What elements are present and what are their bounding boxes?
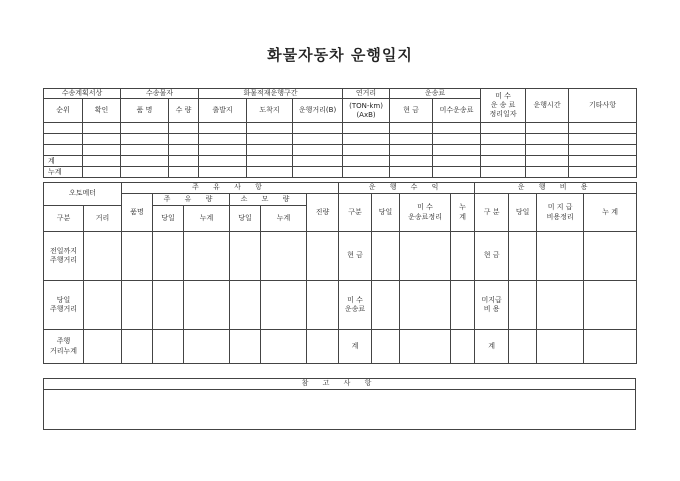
table-row: [44, 123, 637, 134]
header-unpaid-line1: 미 수: [495, 91, 511, 100]
income-total-label: 계: [339, 330, 372, 364]
row-label-line1: 주행: [56, 337, 71, 346]
table-row: [44, 281, 637, 330]
row-label-line2: 주행거리: [49, 305, 78, 313]
header-dest: 도착지: [247, 99, 293, 123]
header-odo-distance: 거리: [84, 206, 122, 232]
header-route: 화물적재운행구간: [199, 89, 343, 99]
header-income-gubun: 구분: [339, 194, 372, 232]
header-fuel: 주 유 량: [153, 194, 230, 206]
row-label: [44, 232, 84, 281]
header-unpaid-cost-line1: 미 지 급: [547, 203, 573, 212]
operation-table: [43, 182, 637, 364]
header-tonkm-line2: (AxB): [356, 110, 376, 119]
row-label-line2: 거리누계: [49, 346, 78, 355]
row-label-line1: 전일까지: [49, 246, 78, 255]
header-item: 품명: [122, 194, 153, 232]
header-odo-gubun: 구분: [44, 206, 84, 232]
cumulative-label: 누계: [44, 167, 83, 178]
header-fuel-cum: 누계: [184, 206, 230, 232]
income-unpaid-line2: 운송료: [344, 305, 366, 313]
header-hours: 운행시간: [526, 89, 569, 123]
header-rank: 순위: [44, 99, 83, 123]
table-row: [44, 134, 637, 145]
header-unpaid-fare: 미수운송료: [433, 99, 481, 123]
header-unpaid-line2: 운 송 료: [490, 101, 516, 109]
header-consume-cum: 누계: [261, 206, 307, 232]
header-fuel-today: 당일: [153, 206, 184, 232]
header-cash: 현 금: [390, 99, 433, 123]
header-unpaid-fare-line1: 미 수: [417, 203, 433, 212]
total-row: [44, 156, 637, 167]
income-unpaid-line1: 미 수: [347, 295, 363, 304]
header-unpaid: [481, 89, 526, 123]
row-label-line2: 주행거리: [49, 256, 78, 264]
table-row: [44, 145, 637, 156]
notes-header: 참 고 사 항: [44, 379, 636, 390]
header-income-cum-line1: 누: [459, 203, 466, 212]
cumulative-row: [44, 167, 637, 178]
header-run: 진량: [307, 194, 339, 232]
header-unpaid-cost-line2: 비용정리: [546, 212, 574, 221]
table-row: [44, 232, 637, 281]
header-cost-cum: 누 계: [584, 194, 637, 232]
header-income-today: 당일: [372, 194, 400, 232]
header-cost-today: 당일: [509, 194, 537, 232]
cost-unpaid-line1: 미지급: [481, 295, 502, 304]
header-cost-section: 운 행 비 용: [475, 183, 637, 194]
income-cash-label: 현 금: [339, 232, 372, 281]
header-origin: 출발지: [199, 99, 247, 123]
header-income-cum: [451, 194, 475, 232]
notes-area[interactable]: [44, 390, 636, 430]
income-unpaid-label: [339, 281, 372, 330]
header-confirm: 확인: [83, 99, 121, 123]
header-unpaid-line3: 정리일자: [489, 110, 517, 119]
cost-unpaid-label: [475, 281, 509, 330]
header-consume-today: 당일: [230, 206, 261, 232]
row-label: [44, 330, 84, 364]
header-cargo: 수송물자: [121, 89, 199, 99]
header-income-section: 운 행 수 익: [339, 183, 475, 194]
header-cost-gubun: 구 분: [475, 194, 509, 232]
header-tonkm-line1: (TON-km): [349, 101, 383, 110]
header-fuel-section: 주 유 사 항: [122, 183, 339, 194]
row-label-line1: 당일: [56, 295, 71, 304]
cost-cash-label: 현 금: [475, 232, 509, 281]
header-other: 기타사항: [569, 89, 637, 123]
header-income-cum-line2: 계: [459, 212, 466, 221]
header-qty: 수 량: [169, 99, 199, 123]
cost-total-label: 계: [475, 330, 509, 364]
header-item: 품 명: [121, 99, 169, 123]
header-fare: 운송료: [390, 89, 481, 99]
header-plan: 수송계획서상: [44, 89, 121, 99]
header-unpaid-fare: [400, 194, 451, 232]
header-route-distance: 운행거리(B): [293, 99, 343, 123]
header-distance: 연거리: [343, 89, 390, 99]
row-label: [44, 281, 84, 330]
cost-unpaid-line2: 비 용: [483, 305, 500, 313]
header-unpaid-cost: [537, 194, 584, 232]
page-title: 화물자동차 운행일지: [267, 46, 413, 64]
header-consume: 소 모 량: [230, 194, 307, 206]
total-label: 계: [44, 156, 83, 167]
table-row: [44, 330, 637, 364]
header-unpaid-fare-line2: 운송료정리: [408, 212, 442, 221]
header-odometer: 오토메터: [44, 183, 122, 206]
notes-table: [43, 378, 636, 430]
header-tonkm: [343, 99, 390, 123]
transport-plan-table: [43, 88, 637, 178]
